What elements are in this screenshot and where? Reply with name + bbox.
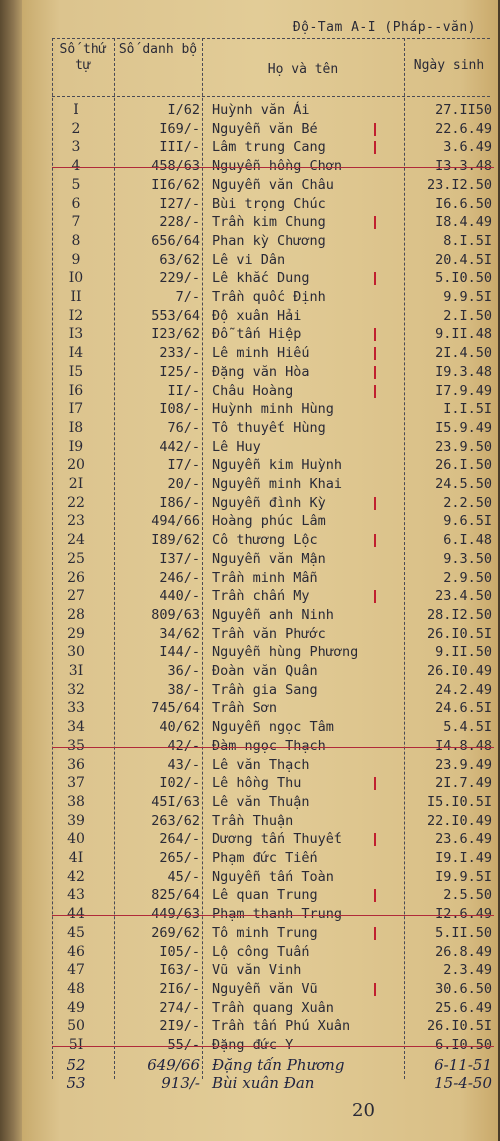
header-bottom-border [52,96,490,97]
row-number: 49 [67,999,85,1016]
student-name: Lộ công Tuấn [212,943,310,960]
table-row [22,420,498,438]
student-name: Đặng văn Hòa [212,363,310,380]
student-name: Đặng tấn Phương [212,1055,345,1074]
row-number: 24 [67,532,85,549]
table-row [22,1018,498,1036]
registration-number: 246/- [159,569,200,586]
table-row [22,850,498,868]
row-number: 46 [67,943,85,960]
student-name: Phạm đức Tiến [212,850,318,866]
birth-date: I4.8.48 [435,737,492,754]
table-row [22,252,498,270]
birth-date: I5.9.49 [435,419,492,436]
student-name: Cô thương Lộc [212,532,318,549]
row-number: 52 [66,1055,86,1074]
row-number: 44 [67,906,85,923]
table-row [22,682,498,700]
birth-date: 9.II.48 [435,326,492,343]
birth-date: 23.9.50 [435,438,492,455]
table-row [22,775,498,793]
row-number: 48 [67,980,85,997]
page-number: 20 [352,1100,375,1121]
student-name: Trần Thuận [212,812,294,829]
registration-number: III/- [159,139,200,156]
student-name: Phan kỳ Chương [212,232,326,249]
table-row [22,196,498,214]
registration-number: I25/- [159,363,200,380]
check-mark [374,983,376,996]
table-row [22,289,498,307]
student-name: Trần gia Sang [212,681,318,698]
row-number: 36 [67,756,85,773]
registration-number: 264/- [159,831,200,848]
strike-through-line [52,915,494,916]
student-name: Nguyễn văn Bé [212,120,318,137]
registration-number: 43/- [167,756,200,773]
registration-number: 656/64 [151,232,200,249]
table-row [22,588,498,606]
table-row [22,831,498,849]
table-row [22,887,498,905]
table-row [22,570,498,588]
registration-number: 42/- [167,737,200,754]
birth-date: 23.9.49 [435,756,492,773]
row-number: 2 [71,120,81,137]
registration-number: 440/- [159,588,200,605]
registration-number: 2I9/- [159,1018,200,1035]
check-mark [374,385,376,398]
row-number: 7 [71,214,81,231]
table-row [22,1000,498,1018]
birth-date: 9.6.5I [443,513,492,530]
registration-number: I69/- [159,120,200,137]
birth-date: I8.4.49 [435,214,492,231]
check-mark [374,123,376,136]
student-name: Nguyễn hồng Chơn [212,158,343,175]
table-row [22,1056,498,1074]
table-row [22,607,498,625]
birth-date: I7.9.49 [435,382,492,399]
col-header-sdb: Số danh bộ [118,42,198,57]
registration-number: I23/62 [151,326,200,343]
row-number: 5 [71,176,81,193]
student-name: Huỳnh văn Ái [212,102,310,118]
check-mark [374,366,376,379]
row-number: 42 [67,868,85,885]
student-name: Trần văn Phước [212,625,326,642]
row-number: 5I [68,1037,84,1053]
student-name: Bùi xuân Đan [212,1074,315,1093]
row-number: 37 [67,775,85,792]
birth-date: I9.9.5I [435,868,492,885]
student-name: Lê quan Trung [212,887,318,904]
birth-date: I3.3.48 [435,158,492,175]
student-name: Nguyễn văn Vũ [212,980,318,997]
row-number: 40 [67,831,85,848]
check-mark [374,347,376,360]
row-number: I [73,102,79,118]
student-name: Đoàn văn Quân [212,663,318,679]
strike-through-line [52,747,494,748]
registration-number: 494/66 [151,513,200,530]
student-name: Nguyễn văn Châu [212,176,334,193]
registration-number: 63/62 [159,251,200,268]
student-name: Hoàng phúc Lâm [212,513,326,530]
student-name: Nguyễn đình Kỳ [212,494,326,511]
row-number: I2 [68,307,84,324]
birth-date: 23.6.49 [435,831,492,848]
registration-number: 269/62 [151,924,200,941]
table-top-border [52,38,490,39]
student-name: Châu Hoàng [212,382,294,399]
table-row [22,364,498,382]
check-mark [374,927,376,940]
row-number: I4 [68,345,84,362]
check-mark [374,889,376,902]
table-row [22,102,498,120]
table-row [22,495,498,513]
table-row [22,513,498,531]
check-mark [374,216,376,229]
row-number: I8 [68,419,84,436]
table-row [22,962,498,980]
registration-number: 274/- [159,999,200,1016]
registration-number: I05/- [159,943,200,960]
row-number: 29 [67,625,85,642]
student-name: Đặng đức Y [212,1037,294,1053]
table-row [22,401,498,419]
registration-number: 229/- [159,270,200,287]
registration-number: II/- [167,382,200,399]
row-number: 22 [67,494,85,511]
table-row [22,270,498,288]
strike-through-line [52,167,494,168]
birth-date: I5.I0.5I [426,793,492,810]
row-number: 43 [67,887,85,904]
registration-number: I86/- [159,494,200,511]
birth-date: 26.8.49 [435,943,492,960]
row-number: 26 [67,569,85,586]
student-name: Trần Sơn [212,700,278,717]
registration-number: 38/- [167,681,200,698]
table-row [22,139,498,157]
student-name: Lê minh Hiếu [212,345,310,362]
table-row [22,719,498,737]
birth-date: 26.I0.5I [426,625,492,642]
birth-date: 26.I.50 [435,457,492,474]
student-name: Lê văn Thạch [212,756,310,773]
check-mark [374,328,376,341]
row-number: 34 [67,719,85,736]
registration-number: 55/- [167,1037,200,1053]
birth-date: 5.I0.50 [435,270,492,287]
birth-date: I9.3.48 [435,363,492,380]
registration-number: 442/- [159,438,200,455]
registration-number: 34/62 [159,625,200,642]
row-number: I3 [68,326,84,343]
birth-date: 2.3.49 [443,962,492,979]
birth-date: 15-4-50 [434,1074,492,1093]
student-name: Nguyễn minh Khai [212,476,343,492]
birth-date: 24.2.49 [435,681,492,698]
strike-through-line [52,1046,494,1047]
row-number: 23 [67,513,85,530]
table-row [22,663,498,681]
student-name: Phạm thanh Trung [212,906,343,923]
class-title: Độ-Tam A-I (Pháp--văn) [292,20,476,35]
student-name: Nguyễn tấn Toàn [212,868,334,885]
col-header-stt: Số thứ tự [59,42,107,73]
birth-date: 24.6.5I [435,700,492,717]
birth-date: 2I.7.49 [435,775,492,792]
student-name: Lê vi Dân [212,251,286,268]
birth-date: 2.I.50 [443,307,492,324]
birth-date: 23.4.50 [435,588,492,605]
student-name: Nguyễn kim Huỳnh [212,457,343,474]
row-number: 50 [67,1018,85,1035]
row-number: 47 [67,962,85,979]
table-row [22,476,498,494]
registration-number: 263/62 [151,812,200,829]
check-mark [374,272,376,285]
table-row [22,981,498,999]
table-row [22,121,498,139]
student-name: Trần kim Chung [212,214,326,231]
registration-number: 649/66 [147,1055,200,1074]
registration-number: 825/64 [151,887,200,904]
birth-date: I6.6.50 [435,195,492,212]
registration-number: 36/- [167,663,200,679]
row-number: 28 [67,606,85,623]
registration-number: I89/62 [151,532,200,549]
ledger-page [22,0,498,1141]
birth-date: 9.II.50 [435,644,492,661]
row-number: 30 [67,644,85,661]
row-number: 35 [67,737,85,754]
table-row [22,700,498,718]
row-number: 8 [71,232,81,249]
registration-number: I/62 [167,102,200,118]
row-number: II [70,289,82,305]
student-name: Dương tấn Thuyết [212,831,343,848]
registration-number: 265/- [159,850,200,866]
check-mark [374,777,376,790]
book-spine-edge [0,0,22,1141]
row-number: 9 [71,251,81,268]
registration-number: I27/- [159,195,200,212]
registration-number: 45I/63 [151,793,200,810]
registration-number: I44/- [159,644,200,661]
student-name: Bùi trọng Chúc [212,195,326,212]
registration-number: 913/- [161,1074,200,1093]
birth-date: 28.I2.50 [426,606,492,623]
registration-number: I37/- [159,550,200,567]
student-name: Trần tấn Phú Xuân [212,1018,351,1035]
check-mark [374,590,376,603]
row-number: 45 [67,924,85,941]
row-number: 2I [68,476,84,492]
table-row [22,177,498,195]
table-row [22,326,498,344]
student-name: Tô thuyết Hùng [212,419,326,436]
student-name: Huỳnh minh Hùng [212,401,334,418]
row-number: 25 [67,550,85,567]
birth-date: 5.II.50 [435,924,492,941]
birth-date: 23.I2.50 [426,176,492,193]
student-name: Trần minh Mẫn [212,569,318,586]
birth-date: 3.6.49 [443,139,492,156]
row-number: I7 [68,401,84,418]
row-number: 38 [67,793,85,810]
student-name: Lê văn Thuận [212,793,310,810]
table-row [22,214,498,232]
table-row [22,233,498,251]
row-number: I0 [68,270,84,287]
col-header-date: Ngày sinh [413,58,485,73]
row-number: 3 [71,139,81,156]
table-row [22,308,498,326]
registration-number: I63/- [159,962,200,979]
birth-date: 22.I0.49 [426,812,492,829]
birth-date: I.I.5I [443,401,492,418]
table-row [22,813,498,831]
birth-date: 8.I.5I [443,232,492,249]
table-row [22,644,498,662]
table-row [22,457,498,475]
birth-date: 9.9.5I [443,289,492,305]
registration-number: 449/63 [151,906,200,923]
check-mark [374,497,376,510]
row-number: I6 [68,382,84,399]
table-row [22,626,498,644]
student-name: Nguyễn hùng Phương [212,644,359,661]
table-row [22,551,498,569]
registration-number: II6/62 [151,176,200,193]
registration-number: 458/63 [151,158,200,175]
birth-date: I2.6.49 [435,906,492,923]
student-name: Lê hồng Thu [212,775,302,792]
table-row [22,794,498,812]
table-row [22,944,498,962]
student-name: Trần chấn My [212,588,310,605]
row-number: 3I [68,663,84,679]
birth-date: 2.9.50 [443,569,492,586]
col-header-name: Họ và tên [267,62,339,77]
registration-number: 7/- [175,289,200,305]
student-name: Độ xuân Hải [212,307,302,324]
birth-date: 22.6.49 [435,120,492,137]
registration-number: I02/- [159,775,200,792]
birth-date: 6-11-51 [434,1055,492,1074]
student-name: Lâm trung Cang [212,139,326,156]
student-name: Nguyễn anh Ninh [212,606,334,623]
row-number: 6 [71,195,81,212]
registration-number: 45/- [167,868,200,885]
student-name: Trần quốc Định [212,289,326,305]
student-name: Lê Huy [212,438,261,455]
birth-date: 20.4.5I [435,251,492,268]
birth-date: 24.5.50 [435,476,492,492]
registration-number: 233/- [159,345,200,362]
row-number: 27 [67,588,85,605]
row-number: 32 [67,681,85,698]
registration-number: 553/64 [151,307,200,324]
birth-date: I9.I.49 [435,850,492,866]
row-number: I9 [68,438,84,455]
registration-number: I7/- [167,457,200,474]
check-mark [374,141,376,154]
row-number: 20 [67,457,85,474]
student-name: Đàm ngọc Thạch [212,737,326,754]
row-number: I5 [68,363,84,380]
student-name: Lê khắc Dung [212,270,310,287]
birth-date: 27.II50 [435,102,492,118]
student-name: Tô minh Trung [212,924,318,941]
student-name: Trần quang Xuân [212,999,334,1016]
table-row [22,925,498,943]
birth-date: 25.6.49 [435,999,492,1016]
check-mark [374,534,376,547]
birth-date: 26.I0.49 [426,663,492,679]
student-name: Đỗ tấn Hiệp [212,326,302,343]
row-number: 53 [66,1074,86,1093]
check-mark [374,833,376,846]
table-row [22,1074,498,1092]
table-row [22,532,498,550]
student-name: Vũ văn Vinh [212,962,302,979]
birth-date: 2I.4.50 [435,345,492,362]
birth-date: 2.2.50 [443,494,492,511]
student-name: Nguyễn ngọc Tâm [212,719,334,736]
birth-date: 9.3.50 [443,550,492,567]
table-row [22,439,498,457]
registration-number: 40/62 [159,719,200,736]
registration-number: 745/64 [151,700,200,717]
table-row [22,869,498,887]
registration-number: 809/63 [151,606,200,623]
row-number: 4 [71,158,81,175]
birth-date: 6.I0.50 [435,1037,492,1053]
table-row [22,345,498,363]
birth-date: 30.6.50 [435,980,492,997]
birth-date: 26.I0.5I [426,1018,492,1035]
registration-number: 2I6/- [159,980,200,997]
row-number: 33 [67,700,85,717]
registration-number: 76/- [167,419,200,436]
registration-number: 20/- [167,476,200,492]
student-name: Nguyễn văn Mận [212,550,326,567]
table-row [22,757,498,775]
row-number: 4I [68,850,84,866]
birth-date: 5.4.5I [443,719,492,736]
registration-number: 228/- [159,214,200,231]
registration-number: I08/- [159,401,200,418]
birth-date: 2.5.50 [443,887,492,904]
table-row [22,383,498,401]
birth-date: 6.I.48 [443,532,492,549]
row-number: 39 [67,812,85,829]
